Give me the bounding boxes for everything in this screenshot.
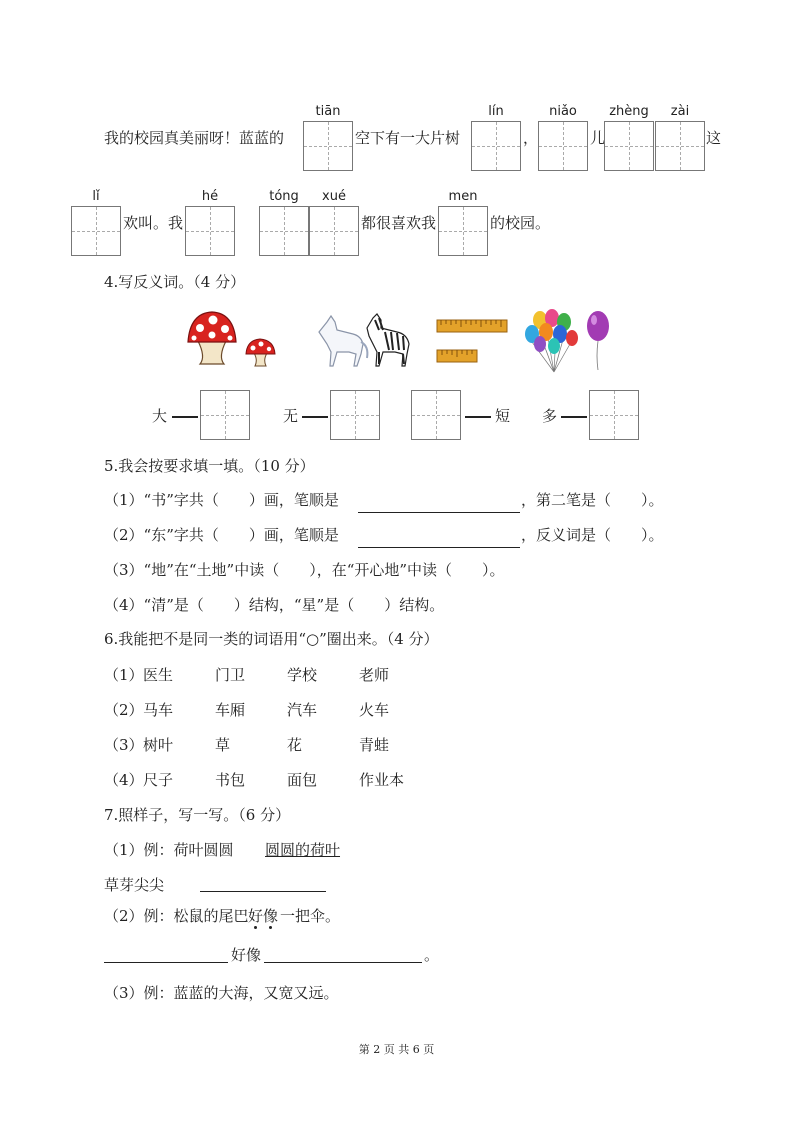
q4-dash-1 bbox=[172, 416, 198, 418]
q5-line4: （4）“清”是（ ）结构，“星”是（ ）结构。 bbox=[104, 596, 445, 614]
long-ruler-icon bbox=[437, 320, 507, 332]
q5-line2-b: ，反义词是（ ）。 bbox=[521, 526, 664, 544]
q7-line1-blank[interactable] bbox=[200, 891, 326, 892]
single-balloon-icon bbox=[587, 311, 609, 370]
q5-line2-blank[interactable] bbox=[358, 547, 520, 548]
sentence2-text-b: 都很喜欢我 bbox=[361, 214, 437, 232]
pinyin-he: hé bbox=[201, 189, 219, 204]
q4-word-da: 大 bbox=[152, 407, 168, 425]
q6-row2-word1[interactable]: 马车 bbox=[143, 701, 174, 719]
white-horse-icon bbox=[319, 316, 367, 366]
q6-row2-word2[interactable]: 车厢 bbox=[215, 701, 246, 719]
pinyin-zai: zài bbox=[670, 104, 690, 119]
q7-ex1-answer: 圆圆的荷叶 bbox=[265, 841, 341, 859]
short-ruler-icon bbox=[437, 350, 477, 362]
horse-zebra-illustration bbox=[309, 308, 415, 370]
q5-line1-blank[interactable] bbox=[358, 512, 520, 513]
q6-row1-word1[interactable]: 医生 bbox=[143, 666, 174, 684]
balloons-many-one-illustration bbox=[518, 308, 612, 374]
q5-line2-a: （2）“东”字共（ ）画，笔顺是 bbox=[104, 526, 339, 544]
q6-row3-word2[interactable]: 草 bbox=[215, 736, 231, 754]
sentence1-text-c: ， bbox=[523, 129, 539, 147]
tianzige-box-zheng[interactable] bbox=[604, 121, 654, 171]
q7-ex2-end: 一把伞。 bbox=[280, 907, 341, 925]
tianzige-box-li[interactable] bbox=[71, 206, 121, 256]
q6-row4-word3[interactable]: 面包 bbox=[287, 771, 318, 789]
ruler-long-short-illustration bbox=[436, 319, 508, 363]
q5-line1-b: ，第二笔是（ ）。 bbox=[521, 491, 664, 509]
q4-answer-box-4[interactable] bbox=[589, 390, 639, 440]
q6-row1-num: （1） bbox=[104, 666, 144, 684]
q6-row4-word4[interactable]: 作业本 bbox=[359, 771, 405, 789]
tianzige-box-zai[interactable] bbox=[655, 121, 705, 171]
q4-dash-2 bbox=[302, 416, 328, 418]
sentence1-text-a: 我的校园真美丽呀！蓝蓝的 bbox=[104, 129, 285, 147]
tianzige-box-tong[interactable] bbox=[259, 206, 309, 256]
sentence2-text-c: 的校园。 bbox=[490, 214, 551, 232]
q4-dash-3 bbox=[465, 416, 491, 418]
tianzige-box-he[interactable] bbox=[185, 206, 235, 256]
balloon-bunch-icon bbox=[525, 309, 578, 372]
q4-word-wu: 无 bbox=[283, 407, 299, 425]
emphasis-dot bbox=[269, 926, 272, 929]
small-mushroom-icon bbox=[246, 339, 275, 366]
q7-line2-blank-a[interactable] bbox=[104, 962, 228, 963]
sentence1-text-e: 这 bbox=[706, 129, 722, 147]
sentence1-text-b: 空下有一大片树 bbox=[355, 129, 461, 147]
q7-ex3-prompt: （3）例：蓝蓝的大海，又宽又远。 bbox=[104, 984, 339, 1002]
big-mushroom-icon bbox=[188, 312, 236, 364]
q5-title: 5.我会按要求填一填。（10 分） bbox=[104, 457, 315, 475]
pinyin-zheng: zhèng bbox=[609, 104, 649, 119]
q6-row3-word1[interactable]: 树叶 bbox=[143, 736, 174, 754]
pinyin-xue: xué bbox=[322, 189, 346, 204]
pinyin-men: men bbox=[448, 189, 478, 204]
emphasis-dot bbox=[254, 926, 257, 929]
zebra-icon bbox=[367, 314, 409, 366]
mushroom-big-small-illustration bbox=[186, 310, 286, 368]
q7-line1-prompt: 草芽尖尖 bbox=[104, 876, 165, 894]
q6-row3-word3[interactable]: 花 bbox=[287, 736, 303, 754]
q4-word-duo: 多 bbox=[542, 407, 558, 425]
q4-dash-4 bbox=[561, 416, 587, 418]
q7-ex2-keyword: 好像 bbox=[248, 907, 279, 925]
q7-line2-end: 。 bbox=[424, 946, 440, 964]
q4-answer-box-1[interactable] bbox=[200, 390, 250, 440]
q6-row4-word2[interactable]: 书包 bbox=[215, 771, 246, 789]
q6-row1-word2[interactable]: 门卫 bbox=[215, 666, 246, 684]
q6-row1-word4[interactable]: 老师 bbox=[359, 666, 390, 684]
q4-answer-box-2[interactable] bbox=[330, 390, 380, 440]
page-footer: 第 2 页 共 6 页 bbox=[358, 1043, 435, 1056]
tianzige-box-xue[interactable] bbox=[309, 206, 359, 256]
q6-row2-num: （2） bbox=[104, 701, 144, 719]
q7-title: 7.照样子，写一写。（6 分） bbox=[104, 806, 291, 824]
pinyin-niao: niǎo bbox=[549, 104, 577, 119]
q6-row1-word3[interactable]: 学校 bbox=[287, 666, 318, 684]
tianzige-box-men[interactable] bbox=[438, 206, 488, 256]
q4-word-duan: 短 bbox=[495, 407, 511, 425]
q7-ex2-prompt: （2）例：松鼠的尾巴 bbox=[104, 907, 249, 925]
tianzige-box-lin[interactable] bbox=[471, 121, 521, 171]
pinyin-tong: tóng bbox=[269, 189, 299, 204]
q6-row4-word1[interactable]: 尺子 bbox=[143, 771, 174, 789]
tianzige-box-niao[interactable] bbox=[538, 121, 588, 171]
q5-line3: （3）“地”在“土地”中读（ ），在“开心地”中读（ ）。 bbox=[104, 561, 505, 579]
sentence2-text-a: 欢叫。我 bbox=[123, 214, 184, 232]
q6-row2-word4[interactable]: 火车 bbox=[359, 701, 390, 719]
q6-title: 6.我能把不是同一类的词语用“○”圈出来。（4 分） bbox=[104, 630, 439, 648]
q4-answer-box-3[interactable] bbox=[411, 390, 461, 440]
pinyin-tian: tiān bbox=[315, 104, 341, 119]
q6-row3-word4[interactable]: 青蛙 bbox=[359, 736, 390, 754]
q7-ex1-prompt: （1）例：荷叶圆圆 bbox=[104, 841, 234, 859]
sentence1-text-d: 儿 bbox=[590, 129, 606, 147]
pinyin-lin: lín bbox=[488, 104, 504, 119]
q6-row3-num: （3） bbox=[104, 736, 144, 754]
tianzige-box-tian[interactable] bbox=[303, 121, 353, 171]
q7-line2-mid: 好像 bbox=[231, 946, 262, 964]
q7-line2-blank-b[interactable] bbox=[264, 962, 422, 963]
q6-row2-word3[interactable]: 汽车 bbox=[287, 701, 318, 719]
q4-title: 4.写反义词。（4 分） bbox=[104, 273, 246, 291]
q6-row4-num: （4） bbox=[104, 771, 144, 789]
pinyin-li: lǐ bbox=[92, 189, 100, 204]
q5-line1-a: （1）“书”字共（ ）画，笔顺是 bbox=[104, 491, 339, 509]
